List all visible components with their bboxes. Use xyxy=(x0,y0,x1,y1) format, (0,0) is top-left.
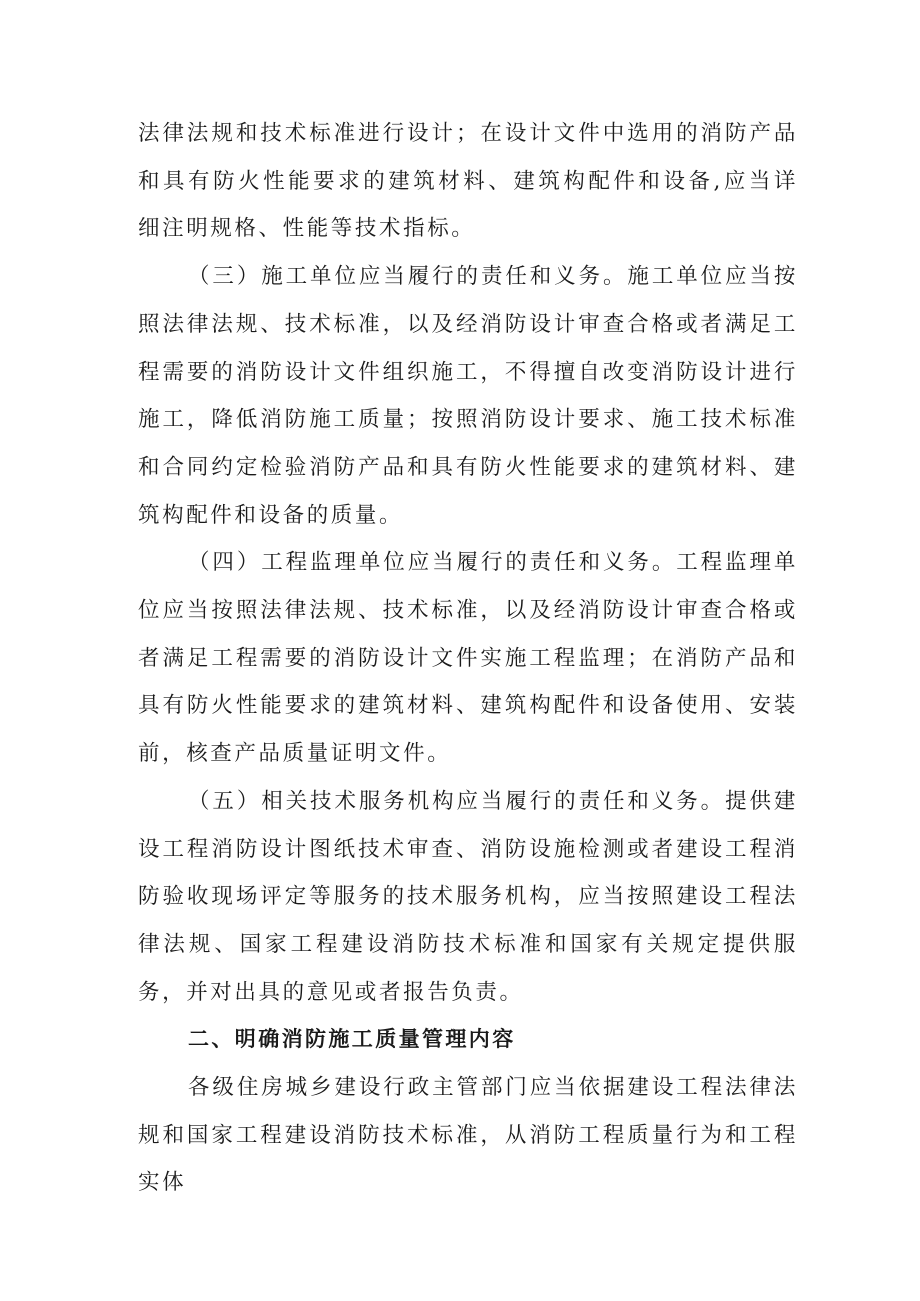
paragraph-quality-management: 各级住房城乡建设行政主管部门应当依据建设工程法律法规和国家工程建设消防技术标准，从消防工程质量行为和工程实体 xyxy=(138,1075,798,1196)
paragraph-supervision-unit: （四）工程监理单位应当履行的责任和义务。工程监理单位应当按照法律法规、技术标准，以及经消防设计审查合格或者满足工程需要的消防设计文件实施工程监理；在消防产品和具有防火性能要求的建筑材料、建筑构配件和设备使用、安装前，核查产品质量证明文件。 xyxy=(138,550,798,767)
document-body xyxy=(138,110,798,1207)
section-heading: 二、明确消防施工质量管理内容 xyxy=(188,1027,516,1052)
paragraph-construction-unit: （三）施工单位应当履行的责任和义务。施工单位应当按照法律法规、技术标准，以及经消防设计审查合格或者满足工程需要的消防设计文件组织施工，不得擅自改变消防设计进行施工，降低消防施工质量；按照消防设计要求、施工技术标准和合同约定检验消防产品和具有防火性能要求的建筑材料、建筑构配件和设备的质量。 xyxy=(138,264,798,528)
paragraph-technical-service: （五）相关技术服务机构应当履行的责任和义务。提供建设工程消防设计图纸技术审查、消防设施检测或者建设工程消防验收现场评定等服务的技术服务机构，应当按照建设工程法律法规、国家工程建设消防技术标准和国家有关规定提供服务，并对出具的意见或者报告负责。 xyxy=(138,788,798,1005)
paragraph-continuation: 法律法规和技术标准进行设计；在设计文件中选用的消防产品和具有防火性能要求的建筑材料、建筑构配件和设备,应当详细注明规格、性能等技术指标。 xyxy=(138,121,798,242)
